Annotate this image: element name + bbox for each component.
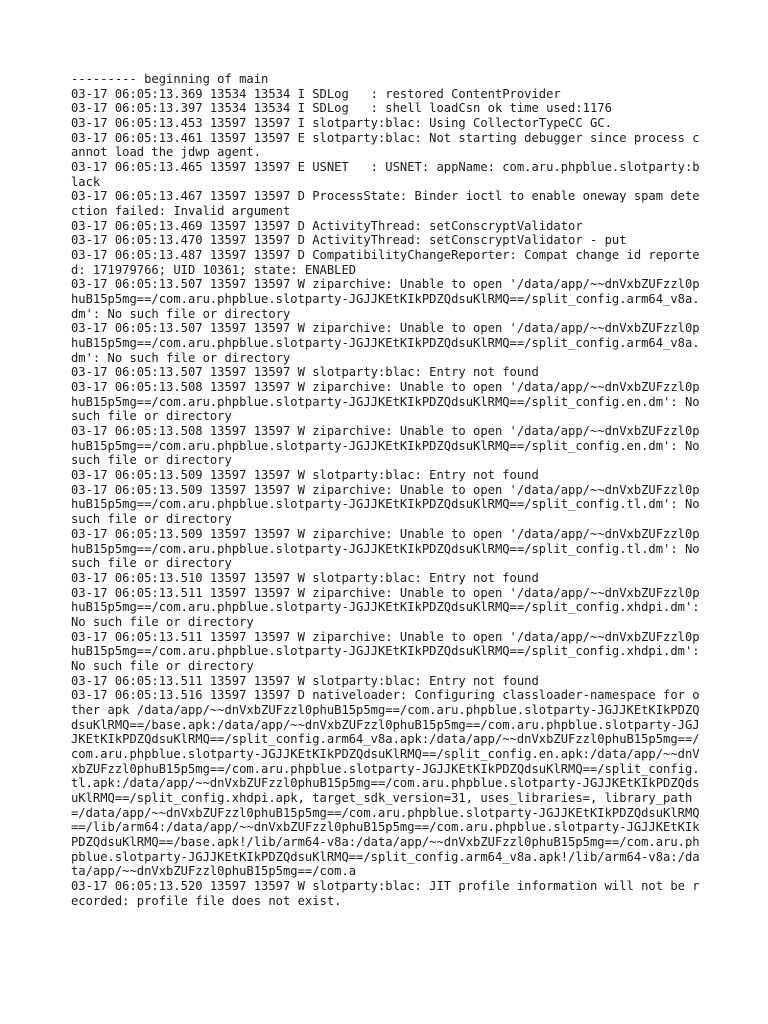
log-line: 03-17 06:05:13.509 13597 13597 W ziparchive: Unable to open '/data/app/~~dnVxbZUFzzl0phuB15p5mg==/com.aru.phpblue.slotparty-JGJJKEtKIkPDZQdsuKlRMQ==/split_config.tl.dm': No such file or directory — [71, 526, 707, 571]
log-line: 03-17 06:05:13.511 13597 13597 W ziparchive: Unable to open '/data/app/~~dnVxbZUFzzl0phuB15p5mg==/com.aru.phpblue.slotparty-JGJJKEtKIkPDZQdsuKlRMQ==/split_config.xhdpi.dm': No such file or directory — [71, 585, 707, 629]
log-line: --------- beginning of main — [71, 72, 269, 86]
log-line: 03-17 06:05:13.467 13597 13597 D ProcessState: Binder ioctl to enable oneway spam detection failed: Invalid argument — [71, 189, 700, 219]
log-line: 03-17 06:05:13.469 13597 13597 D ActivityThread: setConscryptValidator — [71, 218, 583, 233]
log-line: 03-17 06:05:13.520 13597 13597 W slotparty:blac: JIT profile information will not be recorded: profile file does not exist. — [71, 878, 700, 908]
log-line: 03-17 06:05:13.461 13597 13597 E slotparty:blac: Not starting debugger since process cannot load the jdwp agent. — [71, 130, 700, 160]
log-line: 03-17 06:05:13.507 13597 13597 W ziparchive: Unable to open '/data/app/~~dnVxbZUFzzl0phuB15p5mg==/com.aru.phpblue.slotparty-JGJJKEtKIkPDZQdsuKlRMQ==/split_config.arm64_v8a.dm': No such file or directory — [71, 321, 700, 365]
log-line: 03-17 06:05:13.508 13597 13597 W ziparchive: Unable to open '/data/app/~~dnVxbZUFzzl0phuB15p5mg==/com.aru.phpblue.slotparty-JGJJKEtKIkPDZQdsuKlRMQ==/split_config.en.dm': No such file or directory — [71, 380, 707, 424]
log-line: 03-17 06:05:13.509 13597 13597 W slotparty:blac: Entry not found — [71, 468, 539, 483]
log-document — [71, 72, 707, 908]
log-line: 03-17 06:05:13.465 13597 13597 E USNET : USNET: appName: com.aru.phpblue.slotparty:black — [71, 160, 700, 189]
log-line: 03-17 06:05:13.470 13597 13597 D ActivityThread: setConscryptValidator - put — [71, 233, 627, 248]
log-line: 03-17 06:05:13.507 13597 13597 W slotparty:blac: Entry not found — [71, 365, 539, 380]
log-line: 03-17 06:05:13.509 13597 13597 W ziparchive: Unable to open '/data/app/~~dnVxbZUFzzl0phuB15p5mg==/com.aru.phpblue.slotparty-JGJJKEtKIkPDZQdsuKlRMQ==/split_config.tl.dm': No such file or directory — [71, 482, 707, 527]
log-line: 03-17 06:05:13.507 13597 13597 W ziparchive: Unable to open '/data/app/~~dnVxbZUFzzl0phuB15p5mg==/com.aru.phpblue.slotparty-JGJJKEtKIkPDZQdsuKlRMQ==/split_config.arm64_v8a.dm': No such file or directory — [71, 277, 700, 321]
log-line: 03-17 06:05:13.510 13597 13597 W slotparty:blac: Entry not found — [71, 570, 539, 585]
log-line: 03-17 06:05:13.511 13597 13597 W slotparty:blac: Entry not found — [71, 673, 539, 688]
log-line: 03-17 06:05:13.487 13597 13597 D CompatibilityChangeReporter: Compat change id reported: 171979766; UID 10361; state: ENABLED — [71, 248, 700, 277]
log-line: 03-17 06:05:13.397 13534 13534 I SDLog : shell loadCsn ok time used:1176 — [71, 101, 612, 116]
log-line: 03-17 06:05:13.516 13597 13597 D nativeloader: Configuring classloader-namespace for other apk /data/app/~~dnVxbZUFzzl0phuB15p5mg==/com.aru.phpblue.slotparty-JGJJKEtKIkPDZQdsuKlRMQ==/base.apk:/data/app/~~dnVxbZUFzzl0phuB15p5mg==/com.aru.phpblue.slotparty-JGJJKEtKIkPDZQdsuKlRMQ==/split_config.arm64_v8a.apk:/data/app/~~dnVxbZUFzzl0phuB15p5mg==/com.aru.phpblue.slotparty-JGJJKEtKIkPDZQdsuKlRMQ==/split_config.en.apk:/data/app/~~dnVxbZUFzzl0phuB15p5mg==/com.aru.phpblue.slotparty-JGJJKEtKIkPDZQdsuKlRMQ==/split_config.tl.apk:/data/app/~~dnVxbZUFzzl0phuB15p5mg==/com.aru.phpblue.slotparty-JGJJKEtKIkPDZQdsuKlRMQ==/split_config.xhdpi.apk, target_sdk_version=31, uses_libraries=, library_path=/data/app/~~dnVxbZUFzzl0phuB15p5mg==/com.aru.phpblue.slotparty-JGJJKEtKIkPDZQdsuKlRMQ==/lib/arm64:/data/app/~~dnVxbZUFzzl0phuB15p5mg==/com.aru.phpblue.slotparty-JGJJKEtKIkPDZQdsuKlRMQ==/base.apk!/lib/arm64-v8a:/data/app/~~dnVxbZUFzzl0phuB15p5mg==/com.aru.phpblue.slotparty-JGJJKEtKIkPDZQdsuKlRMQ==/split_config.arm64_v8a.apk!/lib/arm64-v8a:/data/app/~~dnVxbZUFzzl0phuB15p5mg==/com.a — [71, 688, 700, 879]
log-line: 03-17 06:05:13.453 13597 13597 I slotparty:blac: Using CollectorTypeCC GC. — [71, 116, 612, 131]
log-line: 03-17 06:05:13.511 13597 13597 W ziparchive: Unable to open '/data/app/~~dnVxbZUFzzl0phuB15p5mg==/com.aru.phpblue.slotparty-JGJJKEtKIkPDZQdsuKlRMQ==/split_config.xhdpi.dm': No such file or directory — [71, 629, 707, 673]
log-line: 03-17 06:05:13.508 13597 13597 W ziparchive: Unable to open '/data/app/~~dnVxbZUFzzl0phuB15p5mg==/com.aru.phpblue.slotparty-JGJJKEtKIkPDZQdsuKlRMQ==/split_config.en.dm': No such file or directory — [71, 424, 707, 468]
log-line: 03-17 06:05:13.369 13534 13534 I SDLog : restored ContentProvider — [71, 86, 561, 101]
